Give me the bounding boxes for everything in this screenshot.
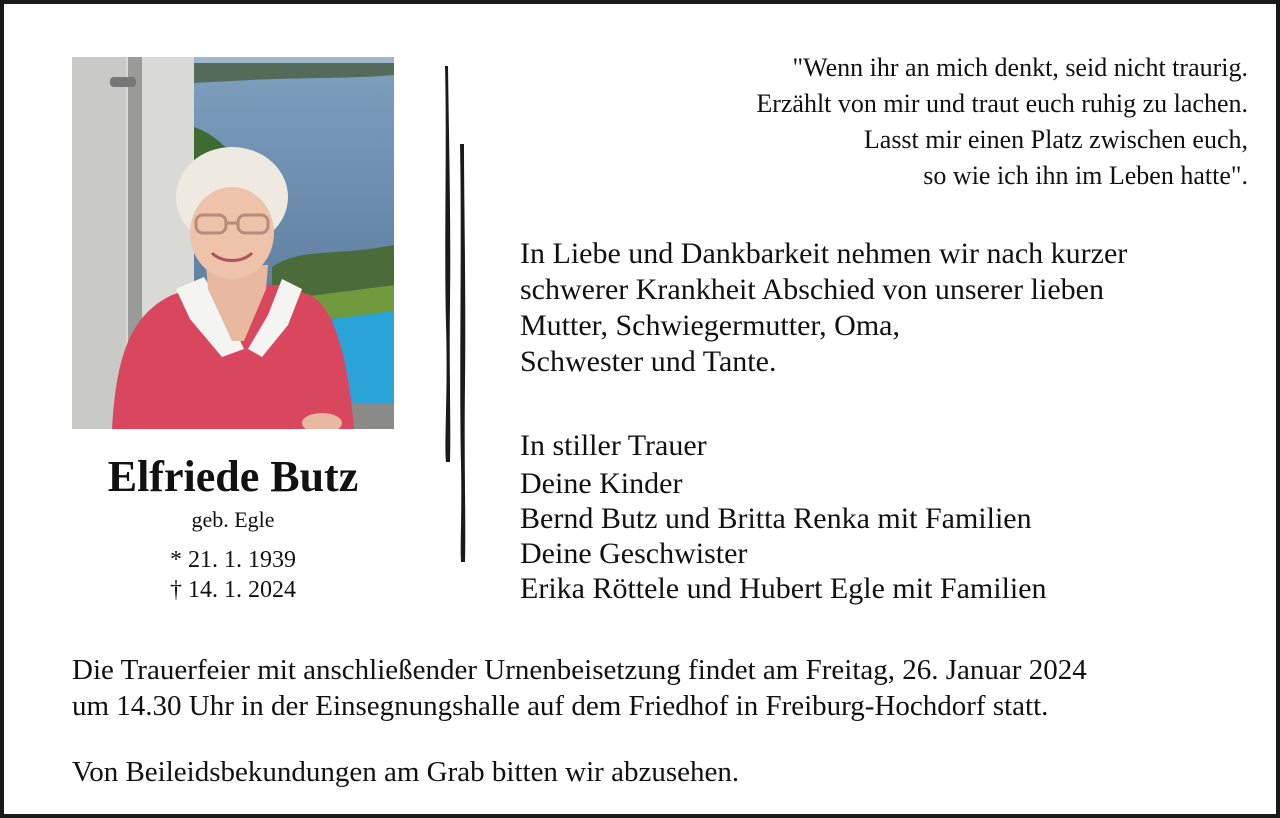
mourner-line: Deine Geschwister: [520, 537, 748, 570]
service-details: [72, 652, 1252, 724]
deceased-name: Elfriede Butz: [107, 452, 359, 501]
portrait-illustration: [72, 57, 394, 429]
service-line: um 14.30 Uhr in der Einsegnungshalle auf dem Friedhof in Freiburg-Hochdorf statt.: [72, 690, 1049, 722]
service-line: Die Trauerfeier mit anschließender Urnenbeisetzung findet am Freitag, 26. Januar 2024: [72, 654, 1087, 686]
farewell-message: [520, 236, 1250, 380]
mourner-line: Erika Röttele und Hubert Egle mit Familien: [520, 572, 1047, 605]
mourner-line: Deine Kinder: [520, 467, 683, 500]
maiden-name: geb. Egle: [191, 507, 275, 532]
quote-block: [564, 50, 1248, 194]
mourners-block: [520, 428, 1250, 606]
mourner-line: Bernd Butz und Britta Renka mit Familien: [520, 502, 1032, 535]
quote-line: so wie ich ihn im Leben hatte".: [923, 161, 1248, 190]
message-line: In Liebe und Dankbarkeit nehmen wir nach kurzer: [520, 237, 1128, 270]
quote-line: Erzählt von mir und traut euch ruhig zu lachen.: [756, 89, 1248, 118]
death-date: † 14. 1. 2024: [170, 577, 296, 603]
mourners-intro: In stiller Trauer: [520, 429, 707, 462]
closing-note: Von Beileidsbekundungen am Grab bitten wir abzusehen.: [72, 756, 740, 788]
message-line: Schwester und Tante.: [520, 345, 777, 378]
quote-line: "Wenn ihr an mich denkt, seid nicht traurig.: [792, 53, 1248, 82]
message-line: schwerer Krankheit Abschied von unserer lieben: [520, 273, 1104, 306]
message-line: Mutter, Schwiegermutter, Oma,: [520, 309, 900, 342]
portrait-photo: [72, 57, 394, 429]
brush-stroke-divider: [436, 64, 476, 564]
birth-date: * 21. 1. 1939: [170, 547, 296, 573]
quote-line: Lasst mir einen Platz zwischen euch,: [863, 125, 1248, 154]
